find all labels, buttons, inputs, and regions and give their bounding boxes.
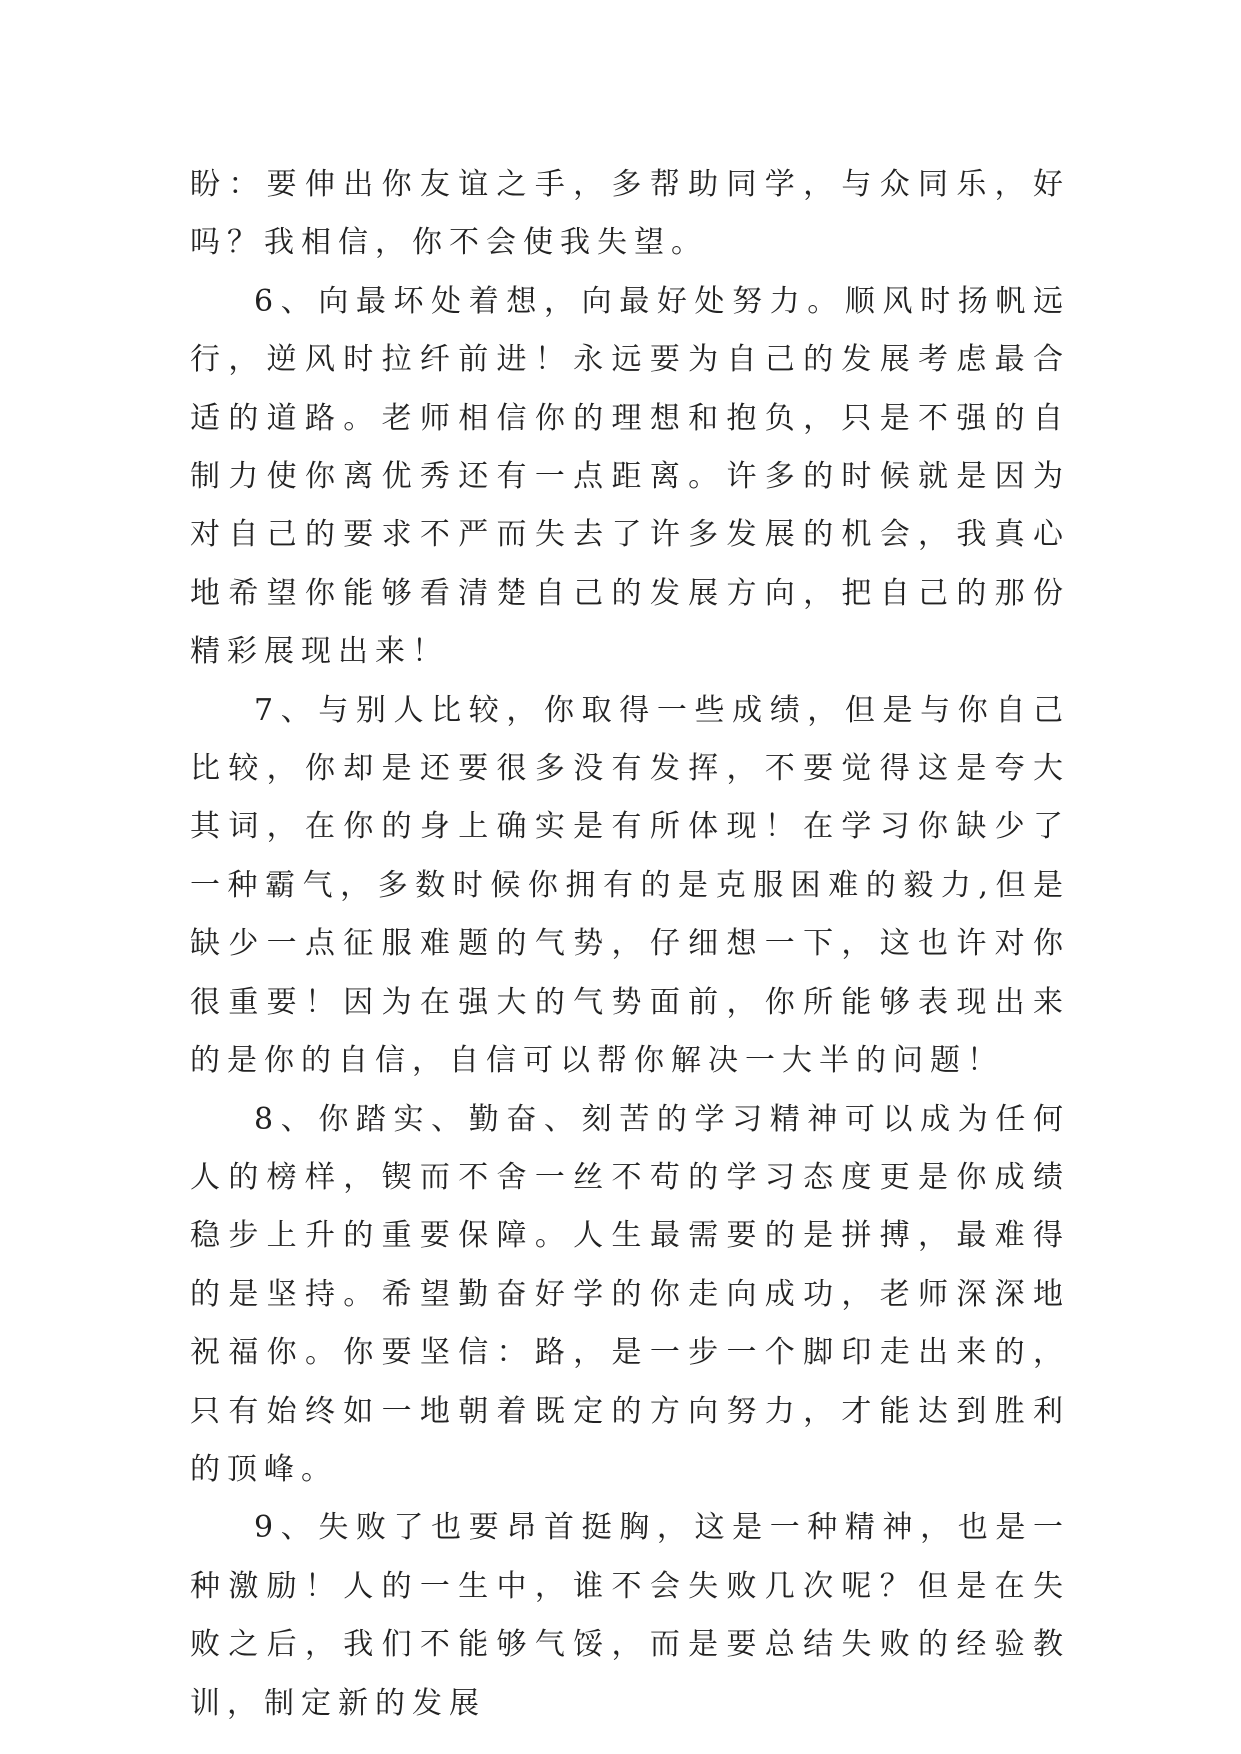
paragraph-continuation: 盼：要伸出你友谊之手，多帮助同学，与众同乐，好吗？我相信，你不会使我失望。 — [190, 167, 1070, 261]
paragraph-item-6: 6、向最坏处着想，向最好处努力。顺风时扬帆远行，逆风时拉纤前进！永远要为自己的发展考虑最合适的道路。老师相信你的理想和抱负，只是不强的自制力使你离优秀还有一点距离。许多的时候就是因为对自己的要求不严而失去了许多发展的机会，我真心地希望你能够看清楚自己的发展方向，把自己的那份精彩展现出来！ — [190, 283, 1070, 670]
document-body — [190, 156, 1070, 1733]
paragraph-item-7: 7、与别人比较，你取得一些成绩，但是与你自己比较，你却是还要很多没有发挥，不要觉得这是夸大其词，在你的身上确实是有所体现！在学习你缺少了一种霸气，多数时候你拥有的是克服困难的毅力,但是缺少一点征服难题的气势，仔细想一下，这也许对你很重要！因为在强大的气势面前，你所能够表现出来的是你的自信，自信可以帮你解决一大半的问题！ — [190, 692, 1070, 1079]
paragraph-item-8: 8、你踏实、勤奋、刻苦的学习精神可以成为任何人的榜样，锲而不舍一丝不苟的学习态度更是你成绩稳步上升的重要保障。人生最需要的是拼搏，最难得的是坚持。希望勤奋好学的你走向成功，老师深深地祝福你。你要坚信：路，是一步一个脚印走出来的，只有始终如一地朝着既定的方向努力，才能达到胜利的顶峰。 — [190, 1101, 1070, 1487]
paragraph-item-9: 9、失败了也要昂首挺胸，这是一种精神，也是一种激励！人的一生中，谁不会失败几次呢？但是在失败之后，我们不能够气馁，而是要总结失败的经验教训，制定新的发展 — [190, 1510, 1070, 1721]
